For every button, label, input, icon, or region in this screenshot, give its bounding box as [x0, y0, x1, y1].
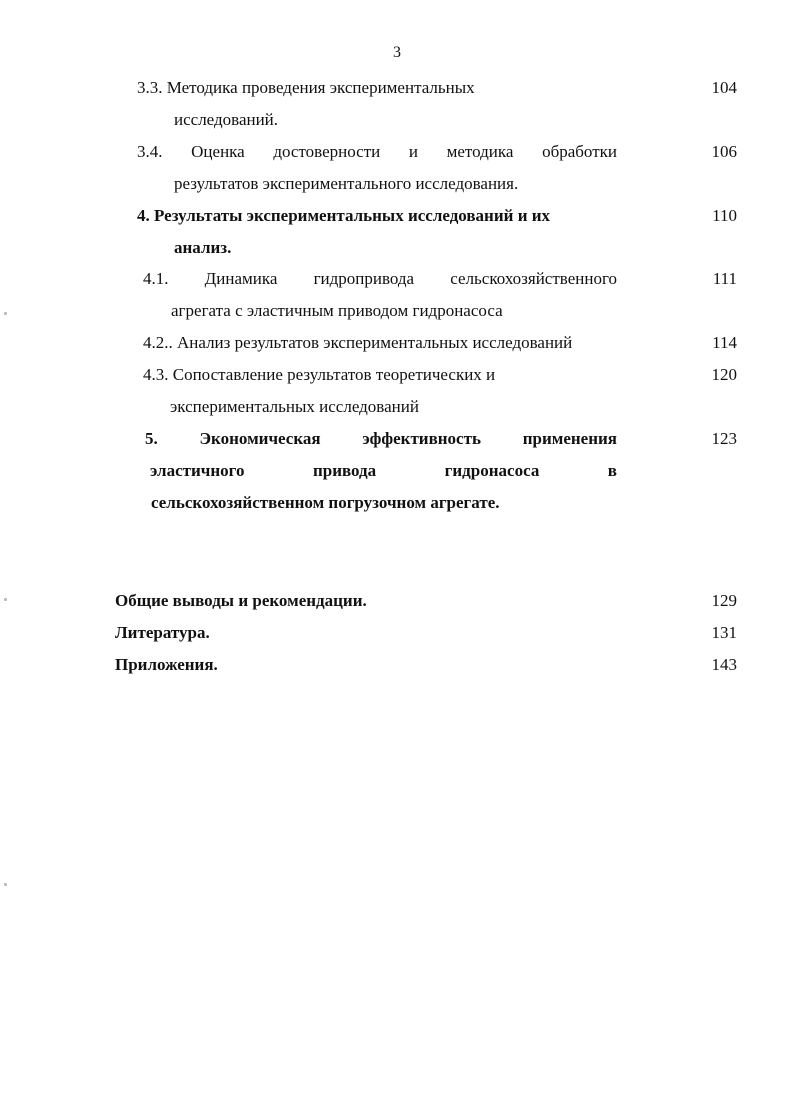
toc-entry-text: 4.3. Сопоставление результатов теоретических и [143, 365, 496, 384]
toc-page-5: 123 [711, 429, 737, 448]
scan-speck [4, 883, 7, 886]
toc-entry-literature: Литература. [115, 623, 210, 642]
toc-entry-text: 4. Результаты экспериментальных исследований и их [137, 206, 551, 225]
toc-entry-text: 4.1. Динамика гидропривода сельскохозяйственного [143, 269, 617, 288]
page-number: 3 [393, 44, 401, 61]
toc-page-3-3: 104 [711, 78, 737, 97]
toc-entry-text: 3.3. Методика проведения экспериментальных [137, 78, 475, 97]
toc-entry-3-4 [137, 136, 617, 200]
scan-speck [4, 598, 7, 601]
toc-entry-4-2 [143, 327, 623, 359]
toc-page-3-4: 106 [711, 142, 737, 161]
toc-entry-text: агрегата с эластичным приводом гидронасоса [171, 301, 503, 320]
toc-entry-5 [145, 423, 617, 519]
scan-speck [4, 312, 7, 315]
toc-page-literature: 131 [711, 623, 737, 642]
toc-page-4-3: 120 [711, 365, 737, 384]
toc-entry-4-1 [143, 263, 617, 327]
toc-page-4-2: 114 [712, 333, 737, 352]
toc-page-4: 110 [712, 206, 737, 225]
toc-page-conclusions: 129 [711, 591, 737, 610]
toc-entry-text: анализ. [174, 238, 232, 257]
toc-entry-text: 5. Экономическая эффективность применения [145, 429, 617, 448]
toc-entry-text: сельскохозяйственном погрузочном агрегате. [151, 493, 500, 512]
toc-entry-4-3 [143, 359, 617, 423]
toc-entry-text: экспериментальных исследований [170, 397, 419, 416]
toc-entry-conclusions: Общие выводы и рекомендации. [115, 591, 367, 610]
toc-page-4-1: 111 [712, 269, 737, 288]
toc-entry-text: результатов экспериментального исследования. [174, 174, 519, 193]
toc-entry-text: эластичного привода гидронасоса в [150, 461, 617, 480]
toc-entry-appendices: Приложения. [115, 655, 218, 674]
toc-page-appendices: 143 [711, 655, 737, 674]
toc-entry-text: 4.2.. Анализ результатов экспериментальных исследований [143, 333, 573, 352]
toc-entry-4 [137, 200, 617, 264]
toc-entry-text: исследований. [174, 110, 279, 129]
toc-entry-text: 3.4. Оценка достоверности и методика обработки [137, 142, 617, 161]
toc-entry-3-3 [137, 72, 617, 136]
